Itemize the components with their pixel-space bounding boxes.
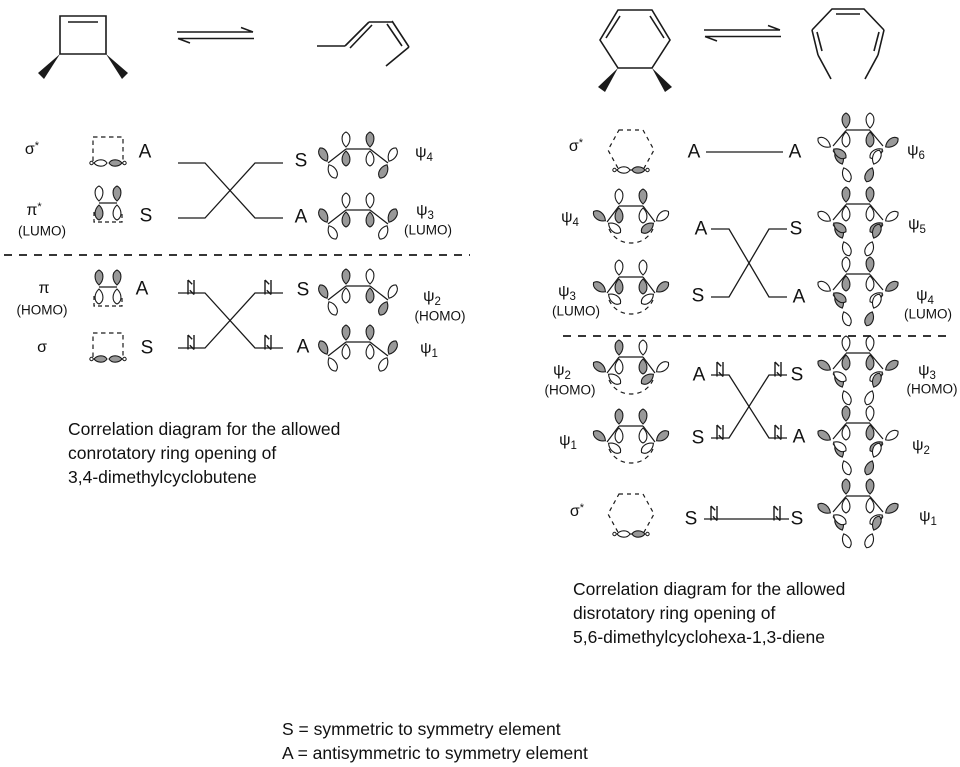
- hexadiene-structure: [317, 21, 409, 66]
- right-row5-symmetry-right: A: [792, 426, 806, 448]
- electron-pair-icon: [188, 335, 194, 350]
- right-row2-mo-label: $\psi_5$: [908, 216, 926, 236]
- orbital-icon-psi4-butadiene: [317, 132, 400, 180]
- electron-pair-icon: [711, 506, 717, 521]
- right-row1-symmetry-right: A: [788, 141, 802, 163]
- right-row5-symmetry-left: S: [691, 427, 705, 449]
- left-row3-symmetry-left: A: [135, 278, 149, 300]
- left-row4-orbital-label: σ: [37, 339, 47, 356]
- right-row6-left-label: σ*: [569, 502, 585, 520]
- orbital-icon-psi3-triene: [816, 336, 900, 406]
- right-row3-symmetry-right: A: [792, 286, 806, 308]
- right-row6-symmetry-right: S: [790, 508, 804, 530]
- electron-pair-icon: [774, 506, 780, 521]
- right-row4-left-note: (HOMO): [544, 382, 596, 398]
- right-row2-symmetry-left: A: [694, 218, 708, 240]
- left-row3-orbital-label: π: [38, 280, 50, 297]
- right-row1-symmetry-left: A: [687, 141, 701, 163]
- orbital-icon-psi4-triene: [816, 257, 900, 327]
- right-row3-left-label: $\psi_3$: [558, 283, 576, 303]
- orbital-icon-psi2-butadiene: [317, 269, 400, 317]
- orbital-icon-psi5-triene: [816, 187, 900, 257]
- orbital-icon-pi-star: [94, 186, 122, 222]
- right-reaction-scheme: [598, 9, 884, 92]
- right-correlation-diagram-art: [563, 113, 950, 549]
- orbital-icon-psi3-ring: [591, 260, 671, 314]
- orbital-icon-sigma: [90, 333, 126, 362]
- left-row1-symmetry-left: A: [138, 141, 152, 163]
- legend: [282, 717, 588, 765]
- right-row6-symmetry-left: S: [684, 508, 698, 530]
- electron-pair-icon: [265, 280, 271, 295]
- electron-pair-icon: [717, 362, 723, 377]
- electron-pair-icon: [775, 362, 781, 377]
- orbital-icon-psi6-triene: [816, 113, 900, 183]
- right-row3-mo-label: $\psi_4$: [916, 287, 934, 307]
- left-row4-symmetry-left: S: [140, 337, 154, 359]
- right-row1-mo-label: $\psi_6$: [907, 142, 925, 162]
- left-correlation-diagram-art: [4, 132, 470, 373]
- orbital-icon-psi4-ring: [591, 189, 671, 243]
- orbital-icon-sigma-star-ring: [608, 494, 654, 537]
- right-row3-mo-note: (LUMO): [904, 306, 952, 322]
- right-row2-left-label: $\psi_4$: [561, 209, 579, 229]
- orbital-icon-sigma-star: [90, 137, 126, 166]
- orbital-icon-psi3-butadiene: [317, 193, 400, 241]
- left-row2-symmetry-left: S: [139, 205, 153, 227]
- left-caption: Correlation diagram for the allowed conrotatory ring opening of 3,4-dimethylcyclobutene: [68, 419, 341, 488]
- left-row2-mo-note: (LUMO): [404, 222, 452, 238]
- right-row4-mo-note: (HOMO): [906, 381, 958, 397]
- left-row3-mo-label: $\psi_2$: [423, 288, 441, 308]
- right-row2-symmetry-right: S: [789, 218, 803, 240]
- orbital-icon-psi1-butadiene: [317, 325, 400, 373]
- electron-pair-icon: [265, 335, 271, 350]
- equilibrium-arrow-icon: [704, 26, 781, 42]
- left-row2-symmetry-right: A: [294, 206, 308, 228]
- right-row4-symmetry-right: S: [790, 364, 804, 386]
- equilibrium-arrow-icon: [177, 28, 254, 44]
- orbital-icon-psi2-triene: [816, 406, 900, 476]
- right-row3-left-note: (LUMO): [552, 303, 600, 319]
- cyclobutene-structure: [38, 16, 128, 79]
- left-row3-symmetry-right: S: [296, 279, 310, 301]
- orbital-icon-psi1-triene: [816, 479, 900, 549]
- right-row1-left-label: σ*: [568, 137, 584, 155]
- right-row4-mo-label: $\psi_3$: [918, 362, 936, 382]
- orbital-icon-sigma-star-ring: [608, 130, 654, 173]
- left-reaction-scheme: [38, 16, 409, 79]
- right-caption: Correlation diagram for the allowed disrotatory ring opening of 5,6-dimethylcyclohexa-1,3-diene: [573, 579, 846, 648]
- electron-pair-icon: [717, 425, 723, 440]
- left-row4-symmetry-right: A: [296, 336, 310, 358]
- orbital-icon-psi1-ring: [591, 409, 671, 463]
- left-row2-orbital-label: π*: [26, 201, 42, 219]
- orbital-icon-pi: [94, 270, 122, 306]
- orbital-icon-psi2-ring: [591, 340, 671, 394]
- right-row6-mo-label: $\psi_1$: [919, 508, 937, 528]
- left-row1-mo-label: $\psi_4$: [415, 144, 433, 164]
- left-row3-orbital-note: (HOMO): [16, 302, 68, 318]
- right-row4-symmetry-left: A: [692, 364, 706, 386]
- left-row2-mo-label: $\psi_3$: [416, 202, 434, 222]
- legend-symmetric-line: S = symmetric to symmetry element: [282, 719, 561, 739]
- left-row4-mo-label: $\psi_1$: [420, 340, 438, 360]
- level-crossing-lines-upper: [178, 163, 283, 218]
- cyclohexadiene-structure: [598, 10, 672, 92]
- electron-pair-icon: [775, 425, 781, 440]
- octatriene-structure: [812, 9, 884, 79]
- right-row4-left-label: $\psi_2$: [553, 362, 571, 382]
- legend-antisymmetric-line: A = antisymmetric to symmetry element: [282, 743, 588, 764]
- right-row5-mo-label: $\psi_2$: [912, 437, 930, 457]
- right-row5-left-label: $\psi_1$: [559, 432, 577, 452]
- right-row3-symmetry-left: S: [691, 285, 705, 307]
- left-row2-orbital-note: (LUMO): [18, 223, 66, 239]
- electron-pair-icon: [188, 280, 194, 295]
- left-row1-orbital-label: σ*: [24, 140, 40, 158]
- left-row1-symmetry-right: S: [294, 150, 308, 172]
- left-row3-mo-note: (HOMO): [414, 308, 466, 324]
